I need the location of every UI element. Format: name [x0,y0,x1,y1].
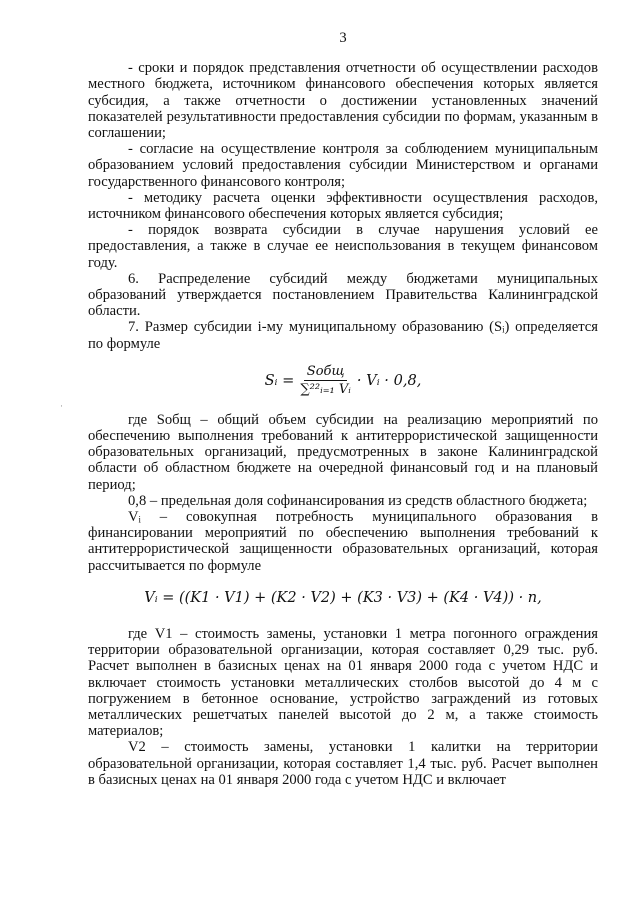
paragraph-reporting-terms: - сроки и порядок представления отчетности об осуществлении расходов местного бюджета, источником финансового обеспечения которых является субсидия, а также отчетности о достижении установленных значений показателей результативности предоставления субсидии по формам, указанным в соглашении; [88,60,598,142]
paragraph-item-7: 7. Размер субсидии i-му муниципальному образованию (Sᵢ) определяется по формуле [88,319,598,352]
formula1-rhs: · Vᵢ · 0,8, [356,371,422,389]
paragraph-v1-definition: где V1 – стоимость замены, установки 1 метра погонного ограждения территории образовательной организации, которая составляет 0,29 тыс. руб. Расчет выполнен в базисных ценах на 01 января 2000 года с учетом НДС и включает стоимость установки металлических столбов высотой до 4 м с погружением в бетонное основание, устройство заграждений из готовых металлических решетчатых панелей высотой до 2 м, а также стоимость материалов; [88,625,598,740]
paragraph-return-procedure: - порядок возврата субсидии в случае нарушения условий ее предоставления, а также в случае ее неиспользования в текущем финансовом году. [88,222,598,271]
formula1-lhs: Sᵢ = [264,371,295,389]
margin-mark: · [60,401,63,411]
formula1-fraction [300,364,351,397]
paragraph-item-6: 6. Распределение субсидий между бюджетами муниципальных образований утверждается постановлением Правительства Калининградской области. [88,270,598,320]
paragraph-v2-definition: V2 – стоимость замены, установки 1 калитки на территории образовательной организации, которая составляет 1,4 тыс. руб. Расчет выполнен в базисных ценах на 01 января 2000 года с учетом НДС и включает [88,739,598,788]
page-number: 3 [339,30,347,46]
paragraph-control-consent: - согласие на осуществление контроля за соблюдением муниципальным образованием условий предоставления субсидии Министерством и органами государственного финансового контроля; [88,141,598,190]
formula1-numerator: Sобщ [304,364,348,381]
formula-subsidy-size [88,356,598,406]
paragraph-cofinancing-share: 0,8 – предельная доля софинансирования из средств областного бюджета; [128,492,588,509]
paragraph-vi-definition: Vᵢ – совокупная потребность муниципального образования в финансировании мероприятий по обеспечению выполнения требований к антитеррористической защищенности образовательных организаций, которая рассчитывается по формуле [88,509,598,574]
paragraph-efficiency-method: - методику расчета оценки эффективности осуществления расходов, источником финансового обеспечения которых является субсидия; [88,189,598,223]
paragraph-s-total-definition: где Sобщ – общий объем субсидии на реализацию мероприятий по обеспечению выполнения требований к антитеррористической защищенности образовательных организаций, предусмотренных в законе Калининградской области об областном бюджете на очередной финансовый год и на плановый период; [88,411,598,493]
formula1-denominator: ∑²²ᵢ₌₁ Vᵢ [300,382,351,398]
formula-vi: Vᵢ = ((K1 · V1) + (K2 · V2) + (K3 · V3) + (K4 · V4)) · n, [144,589,542,606]
